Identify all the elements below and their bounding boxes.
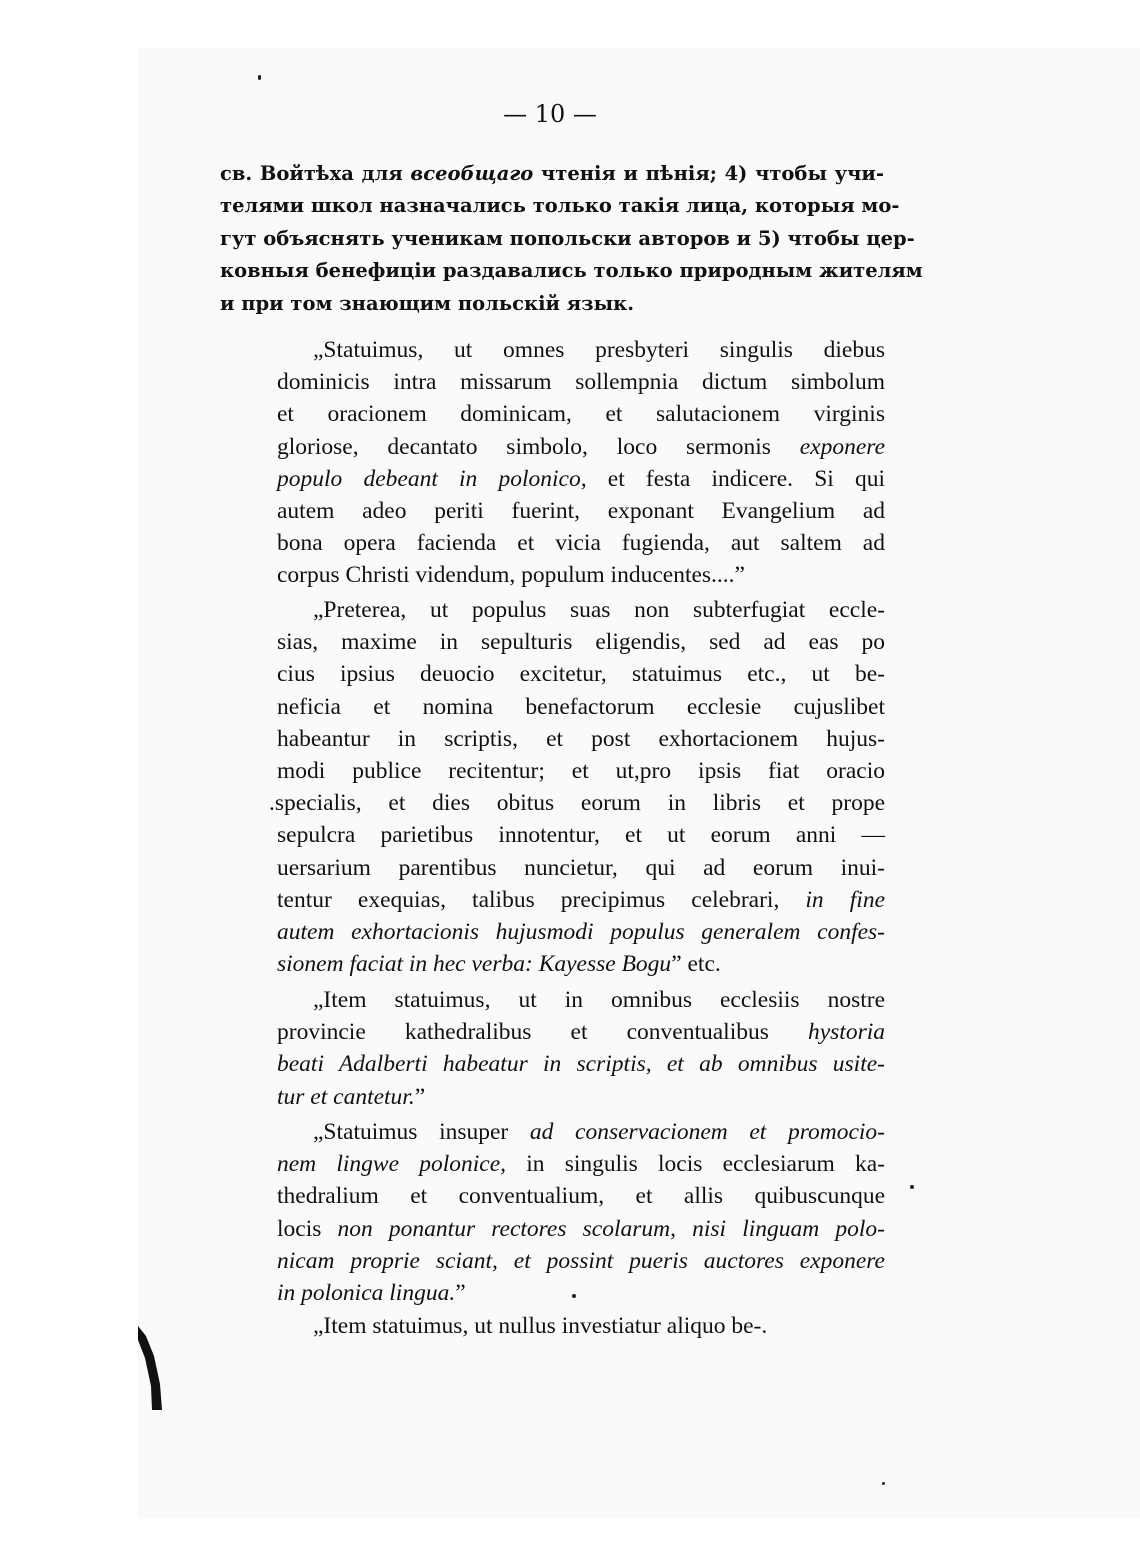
speck-right [910,1185,914,1189]
text-line: „Statuimus, ut omnes presbyteri singulis diebus [313,337,885,363]
text-line: habeantur in scriptis, et post exhortacionem hujus- [277,725,885,752]
speck-top [258,75,261,80]
russian-paragraph [220,158,923,320]
text-line: ковныя бенефиціи раздавались только природным жителям [220,259,923,283]
text-line: thedralium et conventualium, et allis quibuscunque [277,1183,885,1210]
text-line: sionem faciat in hec verba: Kayesse Bogu” etc. [277,951,721,978]
text-line: nem lingwe polonice, in singulis locis ecclesiarum ka- [277,1151,886,1178]
text-line: populo debeant in polonico, et festa indicere. Si qui [277,465,886,492]
text-line: corpus Christi videndum, populum inducentes....” [277,562,745,589]
text-line: cius ipsius deuocio excitetur, statuimus etc., ut be- [277,661,885,688]
text-line: телями школ назначались только такія лица, которыя мо- [220,194,900,218]
text-line: tentur exequias, talibus precipimus celebrari, in fine [277,886,885,913]
text-line: гут объяснять ученикам попольски авторов и 5) чтобы цер- [220,226,915,250]
speck-bottom [882,1482,885,1485]
text-line: „Item statuimus, ut in omnibus ecclesiis nostre [313,987,885,1013]
text-line: autem adeo periti fuerint, exponant Evangelium ad [277,497,885,524]
text-line: autem exhortacionis hujusmodi populus generalem confes- [277,918,885,945]
text-line: св. Войтѣха для всеобщаго чтенія и пѣнія; 4) чтобы учи- [220,162,884,185]
text-line: locis non ponantur rectores scolarum, nisi linguam polo- [277,1215,885,1242]
text-line: nicam proprie sciant, et possint pueris auctores exponere [277,1247,885,1274]
text-line: uersarium parentibus nuncietur, qui ad eorum inui- [277,854,885,881]
page-number: — 10 — [503,100,597,128]
latin-paragraph-4 [277,1116,885,1309]
text-line: tur et cantetur.” [277,1083,426,1110]
scan-edge-mark [132,1322,172,1414]
text-line: in polonica lingua.” [277,1279,466,1306]
latin-paragraph-3 [277,984,885,1113]
text-line: modi publice recitentur; et ut,pro ipsis fiat oracio [277,757,885,784]
latin-paragraph-5 [277,1310,885,1342]
text-line: provincie kathedralibus et conventualibus hystoria [277,1019,885,1046]
text-line: et oracionem dominicam, et salutacionem virginis [277,401,885,428]
text-line: „Item statuimus, ut nullus investiatur aliquo be-. [313,1313,768,1339]
speck-mid [572,1294,576,1298]
text-line: и при том знающим польскій язык. [220,291,635,315]
text-line: sepulcra parietibus innotentur, et ut eorum anni — [277,822,885,849]
text-line: .specialis, et dies obitus eorum in libris et prope [269,790,885,817]
text-line: dominicis intra missarum sollempnia dictum simbolum [277,369,885,396]
text-line: „Preterea, ut populus suas non subterfugiat eccle- [313,597,885,623]
latin-paragraph-2 [269,594,885,980]
text-line: sias, maxime in sepulturis eligendis, sed ad eas po [277,629,885,656]
text-line: neficia et nomina benefactorum ecclesie cujuslibet [277,693,885,720]
text-line: gloriose, decantato simbolo, loco sermonis exponere [277,433,885,460]
text-line: bona opera facienda et vicia fugienda, aut saltem ad [277,530,885,557]
text-line: „Statuimus insuper ad conservacionem et promocio- [313,1119,886,1145]
latin-paragraph-1 [277,334,885,592]
text-line: beati Adalberti habeatur in scriptis, et ab omnibus usite- [277,1051,885,1078]
